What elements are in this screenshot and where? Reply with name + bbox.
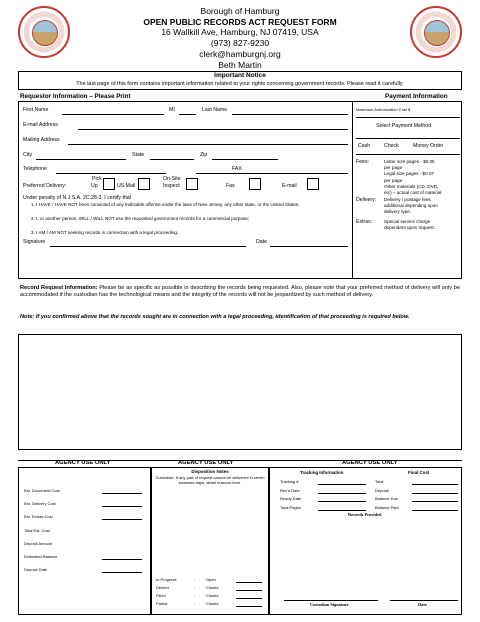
delivery-line: Delivery / postage fees xyxy=(384,197,431,202)
up-label: Up xyxy=(91,183,98,189)
municipality-name: Borough of Hamburg xyxy=(200,6,280,16)
fax-option-label: Fax xyxy=(226,183,235,189)
fee-line: Legal size pages - $0.07 xyxy=(384,171,435,177)
records-provided-label: Records Provided xyxy=(348,512,382,517)
us-mail-checkbox[interactable] xyxy=(138,178,150,190)
mi-field[interactable] xyxy=(179,114,196,115)
tracking-label: Rec'd Date xyxy=(280,487,300,493)
cost-row-label: Est. Delivery Cost xyxy=(24,501,56,507)
max-cost-label: Maximum Authorization Cost $ xyxy=(356,107,411,112)
fees-label: Fees: xyxy=(356,159,369,165)
final-cost-row xyxy=(375,505,459,514)
final-cost-label: Deposit xyxy=(375,487,389,493)
final-cost-row xyxy=(375,479,459,488)
signature-field[interactable] xyxy=(50,246,246,247)
cost-row-field[interactable] xyxy=(102,493,142,494)
cost-row xyxy=(24,567,146,580)
final-cost-row xyxy=(375,496,459,505)
cost-row xyxy=(24,554,146,567)
cost-row-field[interactable] xyxy=(102,506,142,507)
final-cost-field[interactable] xyxy=(412,484,458,485)
final-cost-field[interactable] xyxy=(412,510,458,511)
check-option[interactable]: Check xyxy=(384,143,399,149)
max-cost-rule xyxy=(356,117,460,118)
us-mail-label: US Mail xyxy=(117,183,136,189)
extras-label: Extras: xyxy=(356,219,373,225)
email-option-label: E-mail xyxy=(282,183,297,189)
requestor-heading: Requestor Information – Please Print xyxy=(20,93,131,100)
status-cell: Filled xyxy=(156,593,166,598)
cash-option[interactable]: Cash xyxy=(358,143,371,149)
notice-text: The last page of this form contains important information related to your rights concerning government records. Please read it carefully. xyxy=(76,81,404,87)
status-field[interactable] xyxy=(236,582,262,583)
custodian-date-field[interactable] xyxy=(390,600,458,601)
address: 16 Wallkill Ave, Hamburg, NJ 07419, USA xyxy=(161,27,319,37)
payment-rule xyxy=(356,138,460,139)
preferred-delivery-label: Preferred Delivery: xyxy=(23,183,67,189)
record-request-lead: Record Request Information: xyxy=(20,285,98,291)
certify-intro: Under penalty of N.J.S.A. 2C:28-3, I certify that xyxy=(23,195,132,201)
status-cell: - xyxy=(194,601,196,606)
cost-row-label: Deposit Amount xyxy=(24,540,53,546)
final-cost-title: Final Cost xyxy=(408,470,430,475)
cost-row-field[interactable] xyxy=(102,559,142,560)
cost-row xyxy=(24,514,146,527)
cost-row-label: Total Est. Cost xyxy=(24,527,50,533)
tracking-field[interactable] xyxy=(318,510,366,511)
email-checkbox[interactable] xyxy=(307,178,319,190)
tracking-label: Ready Date xyxy=(280,496,302,501)
inspect-label: Inspect xyxy=(163,183,180,189)
fax-checkbox[interactable] xyxy=(249,178,261,190)
money-order-option[interactable]: Money Order xyxy=(413,143,444,149)
fee-line: Letter size pages - $0.05 xyxy=(384,159,435,164)
fees-list xyxy=(384,159,441,196)
cost-row xyxy=(24,541,146,554)
cost-fields xyxy=(24,488,146,580)
tracking-title: Tracking Information xyxy=(300,470,344,475)
status-field[interactable] xyxy=(236,606,262,607)
cost-row xyxy=(24,501,146,514)
status-list xyxy=(156,577,266,609)
status-cell: Denied xyxy=(156,585,169,590)
first-name-label: First Name xyxy=(23,107,49,113)
status-cell: Open xyxy=(206,577,216,582)
pickup-checkbox[interactable] xyxy=(103,178,115,190)
telephone-field[interactable] xyxy=(56,173,166,174)
form-title: OPEN PUBLIC RECORDS ACT REQUEST FORM xyxy=(143,17,337,27)
record-request-info xyxy=(20,285,460,300)
clerk-name: Beth Martin xyxy=(218,60,262,70)
custodian-signature-field[interactable] xyxy=(284,600,378,601)
cost-row-field[interactable] xyxy=(102,519,142,520)
delivery-line: additional depending upon xyxy=(384,203,438,209)
disposition-text: Custodian: If any part of request cannot be delivered in seven business days, detail reasons here. xyxy=(155,475,265,485)
tracking-row xyxy=(280,488,370,497)
tracking-row xyxy=(280,496,370,505)
cert-3: 3. I AM / AM NOT seeking records in connection with a legal proceeding. xyxy=(31,230,179,235)
fee-line: Other materials (CD, DVD, xyxy=(384,183,439,189)
delivery-label: Delivery: xyxy=(356,197,377,203)
final-cost-field[interactable] xyxy=(412,501,458,502)
email-field[interactable] xyxy=(78,129,348,130)
last-name-label: Last Name xyxy=(202,107,228,113)
last-name-field[interactable] xyxy=(232,114,348,115)
state-field[interactable] xyxy=(150,159,194,160)
status-row[interactable] xyxy=(156,577,266,585)
status-cell: Closed xyxy=(206,585,219,590)
fee-line: etc) – actual cost of material xyxy=(384,190,442,196)
status-cell: Closed xyxy=(206,601,219,606)
status-field[interactable] xyxy=(236,598,262,599)
cert-2: 2. I, or another person, WILL / WILL NOT use the requested government records for a commercial purpose; xyxy=(31,216,250,221)
notice-title: Important Notice xyxy=(214,72,266,79)
delivery-list xyxy=(384,197,438,216)
custodian-signature-label: Custodian Signature xyxy=(310,602,349,607)
status-cell: - xyxy=(194,577,196,582)
status-row[interactable] xyxy=(156,593,266,601)
cost-row-label: Est. Extras Cost xyxy=(24,514,53,520)
record-description-box[interactable] xyxy=(18,334,462,450)
agency-heading-3: AGENCY USE ONLY xyxy=(342,460,398,466)
status-cell: - xyxy=(194,585,196,590)
phone: (973) 827-9230 xyxy=(210,38,270,48)
fee-line: per page xyxy=(384,165,403,171)
status-field[interactable] xyxy=(236,590,262,591)
tracking-row xyxy=(280,479,370,488)
final-cost-label: Balance Paid xyxy=(375,504,399,510)
first-name-field[interactable] xyxy=(62,114,164,115)
final-cost-label: Total xyxy=(375,479,384,484)
disposition-title: Disposition Notes xyxy=(191,469,229,474)
signature-label: Signature xyxy=(23,239,46,245)
max-cost-symbol: $ xyxy=(408,107,411,112)
onsite-label: On-Site xyxy=(163,176,181,182)
fax-number-field[interactable] xyxy=(196,173,348,174)
city-label: City xyxy=(23,152,32,158)
tracking-fields xyxy=(280,479,370,513)
custodian-date-label: Date xyxy=(418,602,427,607)
mi-label: MI xyxy=(169,107,175,113)
mailing-label: Mailing Address xyxy=(23,137,60,143)
cost-row-label: Estimated Balance xyxy=(24,553,58,559)
extras-line: Special service charge xyxy=(384,219,431,224)
record-request-text: Please be as specific as possible in describing the records being requested. Also, please note that your preferred method of delivery will only be accommodated if the custodian has the technological means and the integrity of the records will not be jeopardized by such method of delivery. xyxy=(20,285,460,299)
tracking-field[interactable] xyxy=(318,484,366,485)
tracking-field[interactable] xyxy=(318,501,366,502)
delivery-line: delivery type. xyxy=(384,209,412,215)
fax-label: FAX xyxy=(232,166,242,172)
telephone-label: Telephone xyxy=(23,166,47,172)
fee-line: per page xyxy=(384,177,403,183)
payment-rule-2 xyxy=(356,154,460,155)
email: clerk@hamburgnj.org xyxy=(199,49,281,59)
important-notice-box xyxy=(18,71,462,90)
state-label: State xyxy=(132,152,145,158)
status-row[interactable] xyxy=(156,601,266,609)
cost-row xyxy=(24,488,146,501)
zip-field[interactable] xyxy=(212,159,278,160)
tracking-label: Total Pages xyxy=(280,504,301,510)
status-cell: In Progress xyxy=(156,577,177,582)
tracking-label: Tracking # xyxy=(280,479,299,484)
agency-heading-1: AGENCY USE ONLY xyxy=(55,460,111,466)
final-cost-row xyxy=(375,488,459,497)
column-divider xyxy=(352,101,353,279)
cost-row-field[interactable] xyxy=(102,572,142,573)
extras-list xyxy=(384,219,435,231)
status-cell: Partial xyxy=(156,601,168,606)
city-field[interactable] xyxy=(36,159,126,160)
status-row[interactable] xyxy=(156,585,266,593)
date-label: Date xyxy=(256,239,267,245)
borough-seal-left xyxy=(18,6,70,58)
onsite-checkbox[interactable] xyxy=(186,178,198,190)
legal-proceeding-note: Note: If you confirmed above that the records sought are in connection with a legal proceeding, identification of that proceeding is required below. xyxy=(20,314,410,320)
pick-label: Pick xyxy=(92,176,102,182)
email-label: E-mail Address xyxy=(23,122,58,128)
status-cell: - xyxy=(194,593,196,598)
borough-seal-right xyxy=(410,6,462,58)
zip-label: Zip xyxy=(200,152,208,158)
cost-row-label: Deposit Date xyxy=(24,567,48,573)
mailing-field[interactable] xyxy=(68,144,348,145)
date-field[interactable] xyxy=(270,246,348,247)
cert-1: 1. I HAVE / HAVE NOT been convicted of any indictable offense under the laws of New Jersey, any other state, or the United States; xyxy=(31,202,300,207)
agency-heading-2: AGENCY USE ONLY xyxy=(178,460,234,466)
status-cell: Closed xyxy=(206,593,219,598)
payment-heading: Payment Information xyxy=(385,93,448,100)
select-method-label: Select Payment Method xyxy=(376,123,432,129)
cost-row xyxy=(24,528,146,541)
final-cost-fields xyxy=(375,479,459,513)
extras-line: dependent upon request. xyxy=(384,225,436,231)
final-cost-label: Balance Due xyxy=(375,496,398,501)
cost-row-label: Est. Document Cost xyxy=(24,488,60,493)
tracking-field[interactable] xyxy=(318,493,366,494)
final-cost-field[interactable] xyxy=(412,493,458,494)
